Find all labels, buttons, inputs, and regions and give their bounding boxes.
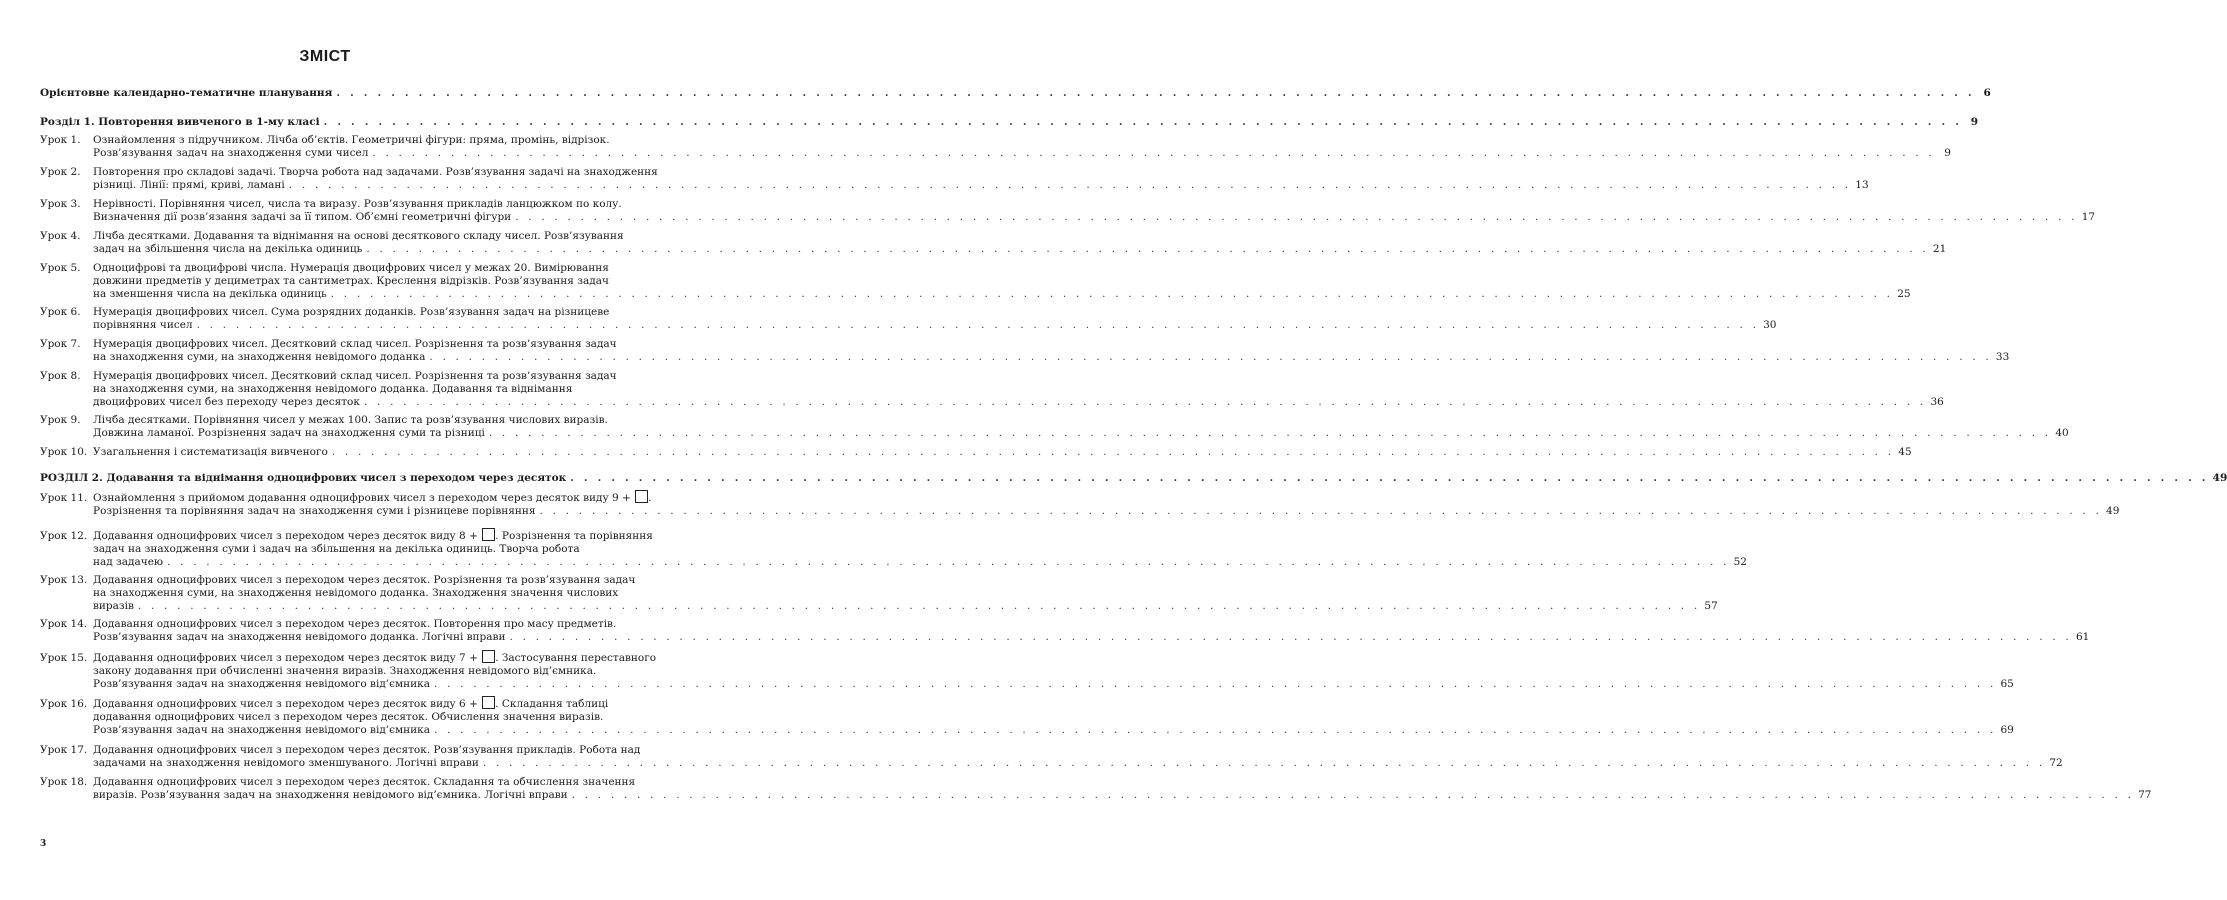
entry-text: Лічба десятками. Додавання та віднімання на основі десяткового складу чисел. Розв’язування <box>93 230 624 242</box>
lesson-label: Урок 4. <box>40 230 81 242</box>
leader-dots: . . . . . . . . . . . . . . . . . . . . . . . . . . . . . . . . . . . . . . . . . . . . . . . . . . . . . . . . . . . . . . . . . . . . . . . . . . . . . . . . . . . . . . . . . . . . . . . . . . . . . . . . . . . . . . . . . . . . . . . . <box>363 396 1927 408</box>
empty-box-icon <box>482 650 495 663</box>
leader-dots: . . . . . . . . . . . . . . . . . . . . . . . . . . . . . . . . . . . . . . . . . . . . . . . . . . . . . . . . . . . . . . . . . . . . . . . . . . . . . . . . . . . . . . . . . . . . . . . . . . . . . . . . . . . . . . . . . . . . . . . . <box>539 505 2103 517</box>
leader-dots: . . . . . . . . . . . . . . . . . . . . . . . . . . . . . . . . . . . . . . . . . . . . . . . . . . . . . . . . . . . . . . . . . . . . . . . . . . . . . . . . . . . . . . . . . . . . . . . . . . . . . . . . . . . . . . . . . . . . . . . . <box>482 757 2046 769</box>
page-ref: 6 <box>1983 87 1991 99</box>
page-ref: 17 <box>2081 211 2096 223</box>
entry-text: Орієнтовне календарно-тематичне планування <box>40 87 333 99</box>
page-ref: 49 <box>2212 472 2227 484</box>
lesson-label: Урок 9. <box>40 414 81 426</box>
page-number: 3 <box>40 839 47 849</box>
entry-text: Додавання одноцифрових чисел з переходом через десяток. Розрізнення та розв’язування задач <box>93 574 636 586</box>
entry-text: Розв’язування задач на знаходження невідомого від’ємника <box>93 724 430 736</box>
entry-text: Додавання одноцифрових чисел з переходом через десяток. Складання та обчислення значення <box>93 776 636 788</box>
lesson-label: Урок 1. <box>40 134 81 146</box>
lesson-label: Урок 5. <box>40 262 81 274</box>
page-ref: 21 <box>1932 243 1947 255</box>
entry-text: закону додавання при обчисленні значення виразів. Знаходження невідомого від’ємника. <box>93 665 597 677</box>
page-ref: 25 <box>1897 288 1911 300</box>
lesson-label: Урок 8. <box>40 370 81 382</box>
entry-text: Нумерація двоцифрових чисел. Десятковий склад чисел. Розрізнення та розв’язування задач <box>93 370 617 382</box>
page-ref: 9 <box>1970 116 1979 128</box>
leader-dots: . . . . . . . . . . . . . . . . . . . . . . . . . . . . . . . . . . . . . . . . . . . . . . . . . . . . . . . . . . . . . . . . . . . . . . . . . . . . . . . . . . . . . . . . . . . . . . . . . . . . . . . . . . . . . . . . . . . . . . . . <box>434 678 1997 690</box>
leader-dots: . . . . . . . . . . . . . . . . . . . . . . . . . . . . . . . . . . . . . . . . . . . . . . . . . . . . . . . . . . . . . . . . . . . . . . . . . . . . . . . . . . . . . . . . . . . . . . . . . . . . . . . . . . . . . . . . . . . . . . . . <box>196 319 1760 331</box>
empty-box-icon <box>482 528 495 541</box>
page-title: ЗМІСТ <box>299 48 351 65</box>
leader-dots: . . . . . . . . . . . . . . . . . . . . . . . . . . . . . . . . . . . . . . . . . . . . . . . . . . . . . . . . . . . . . . . . . . . . . . . . . . . . . . . . . . . . . . . . . . . . . . . . . . . . . . . . . . . . . . . . . . . . . . . . <box>434 724 1997 736</box>
page-ref: 49 <box>2106 505 2120 517</box>
entry-text: Узагальнення і систематизація вивченого <box>93 446 328 458</box>
entry-text: довжини предметів у дециметрах та сантиметрах. Креслення відрізків. Розв’язування задач <box>93 275 609 287</box>
entry-text: двоцифрових чисел без переходу через десяток <box>93 396 360 408</box>
leader-dots: . . . . . . . . . . . . . . . . . . . . . . . . . . . . . . . . . . . . . . . . . . . . . . . . . . . . . . . . . . . . . . . . . . . . . . . . . . . . . . . . . . . . . . . . . . . . . . . . . . . . . . . . . . . . . . . . . . . . . . . . <box>336 87 1975 99</box>
entry-text: Довжина ламаної. Розрізнення задач на знаходження суми та різниці <box>93 427 485 439</box>
entry-text: порівняння чисел <box>93 319 193 331</box>
page-ref: 40 <box>2055 427 2069 439</box>
leader-dots: . . . . . . . . . . . . . . . . . . . . . . . . . . . . . . . . . . . . . . . . . . . . . . . . . . . . . . . . . . . . . . . . . . . . . . . . . . . . . . . . . . . . . . . . . . . . . . . . . . . . . . . . . . . . . . . . . . . . . . . . <box>323 116 1963 128</box>
lesson-label: Урок 6. <box>40 306 81 318</box>
entry-text: РОЗДІЛ 2. Додавання та віднімання одноцифрових чисел з переходом через десяток <box>40 472 567 484</box>
lesson-label: Урок 18. <box>40 776 88 788</box>
entry-text: різниці. Лінії: прямі, криві, ламані <box>93 179 285 191</box>
entry-text: Нумерація двоцифрових чисел. Десятковий склад чисел. Розрізнення та розв’язування задач <box>93 338 617 350</box>
page-ref: 45 <box>1898 446 1912 458</box>
page-ref: 52 <box>1733 556 1747 568</box>
lesson-label: Урок 13. <box>40 574 88 586</box>
page-ref: 36 <box>1930 396 1944 408</box>
entry-text: Нумерація двоцифрових чисел. Сума розрядних доданків. Розв’язування задач на різницеве <box>93 306 610 318</box>
page-ref: 77 <box>2138 789 2152 801</box>
leader-dots: . . . . . . . . . . . . . . . . . . . . . . . . . . . . . . . . . . . . . . . . . . . . . . . . . . . . . . . . . . . . . . . . . . . . . . . . . . . . . . . . . . . . . . . . . . . . . . . . . . . . . . . . . . . . . . . . . . . . . . . . <box>570 472 2209 484</box>
page-ref: 13 <box>1855 179 1869 191</box>
page-ref: 65 <box>2000 678 2014 690</box>
entry-text: Визначення дії розв’язання задачі за її типом. Об’ємні геометричні фігури <box>93 211 512 223</box>
leader-dots: . . . . . . . . . . . . . . . . . . . . . . . . . . . . . . . . . . . . . . . . . . . . . . . . . . . . . . . . . . . . . . . . . . . . . . . . . . . . . . . . . . . . . . . . . . . . . . . . . . . . . . . . . . . . . . . . . . . . . . . . <box>509 631 2072 643</box>
entry-text: Нерівності. Порівняння чисел, числа та виразу. Розв’язування прикладів ланцюжком по колу. <box>93 198 622 210</box>
lesson-label: Урок 14. <box>40 618 88 630</box>
leader-dots: . . . . . . . . . . . . . . . . . . . . . . . . . . . . . . . . . . . . . . . . . . . . . . . . . . . . . . . . . . . . . . . . . . . . . . . . . . . . . . . . . . . . . . . . . . . . . . . . . . . . . . . . . . . . . . . . . . . . . . . . <box>330 288 1894 300</box>
empty-box-icon <box>635 490 648 503</box>
page-ref: 57 <box>1704 600 1718 612</box>
lesson-label: Урок 16. <box>40 698 88 710</box>
empty-box-icon <box>482 696 495 709</box>
entry-text: на зменшення числа на декілька одиниць <box>93 288 327 300</box>
entry-text: задач на збільшення числа на декілька одиниць <box>93 243 363 255</box>
page-ref: 9 <box>1944 147 1951 159</box>
lesson-label: Урок 7. <box>40 338 81 350</box>
page-ref: 30 <box>1763 319 1777 331</box>
entry-text: Розрізнення та порівняння задач на знаходження суми і різницеве порівняння <box>93 505 536 517</box>
entry-text: Розв’язування задач на знаходження невідомого доданка. Логічні вправи <box>93 631 506 643</box>
entry-text: Додавання одноцифрових чисел з переходом через десяток виду 7 + . Застосування переставного <box>93 652 657 664</box>
page-ref: 69 <box>2000 724 2014 736</box>
lesson-label: Урок 12. <box>40 530 88 542</box>
leader-dots: . . . . . . . . . . . . . . . . . . . . . . . . . . . . . . . . . . . . . . . . . . . . . . . . . . . . . . . . . . . . . . . . . . . . . . . . . . . . . . . . . . . . . . . . . . . . . . . . . . . . . . . . . . . . . . . . . . . . . . . . <box>488 427 2052 439</box>
leader-dots: . . . . . . . . . . . . . . . . . . . . . . . . . . . . . . . . . . . . . . . . . . . . . . . . . . . . . . . . . . . . . . . . . . . . . . . . . . . . . . . . . . . . . . . . . . . . . . . . . . . . . . . . . . . . . . . . . . . . . . . . <box>137 600 1701 612</box>
entry-text: виразів <box>93 600 134 612</box>
entry-text: Додавання одноцифрових чисел з переходом через десяток виду 8 + . Розрізнення та порівняння <box>93 530 653 542</box>
entry-text: Додавання одноцифрових чисел з переходом через десяток виду 6 + . Складання таблиці <box>93 698 609 710</box>
entry-text: Додавання одноцифрових чисел з переходом через десяток. Повторення про масу предметів. <box>93 618 617 630</box>
page-ref: 61 <box>2075 631 2090 643</box>
leader-dots: . . . . . . . . . . . . . . . . . . . . . . . . . . . . . . . . . . . . . . . . . . . . . . . . . . . . . . . . . . . . . . . . . . . . . . . . . . . . . . . . . . . . . . . . . . . . . . . . . . . . . . . . . . . . . . . . . . . . . . . . <box>372 147 1935 159</box>
leader-dots: . . . . . . . . . . . . . . . . . . . . . . . . . . . . . . . . . . . . . . . . . . . . . . . . . . . . . . . . . . . . . . . . . . . . . . . . . . . . . . . . . . . . . . . . . . . . . . . . . . . . . . . . . . . . . . . . . . . . . . . . <box>515 211 2078 223</box>
entry-text: задачами на знаходження невідомого зменшуваного. Логічні вправи <box>93 757 479 769</box>
entry-text: задач на знаходження суми і задач на збільшення на декілька одиниць. Творча робота <box>93 543 580 555</box>
entry-text: додавання одноцифрових чисел з переходом через десяток. Обчислення значення виразів. <box>93 711 604 723</box>
leader-dots: . . . . . . . . . . . . . . . . . . . . . . . . . . . . . . . . . . . . . . . . . . . . . . . . . . . . . . . . . . . . . . . . . . . . . . . . . . . . . . . . . . . . . . . . . . . . . . . . . . . . . . . . . . . . . . . . . . . . . . . . <box>331 446 1895 458</box>
entry-text: Розв’язування задач на знаходження суми чисел <box>93 147 369 159</box>
entry-text: Одноцифрові та двоцифрові числа. Нумерація двоцифрових чисел у межах 20. Вимірювання <box>93 262 609 274</box>
entry-text: Лічба десятками. Порівняння чисел у межах 100. Запис та розв’язування числових виразів. <box>93 414 608 426</box>
entry-text: Ознайомлення з прийомом додавання одноцифрових чисел з переходом через десяток виду 9 + . <box>93 492 652 504</box>
page-ref: 72 <box>2049 757 2063 769</box>
leader-dots: . . . . . . . . . . . . . . . . . . . . . . . . . . . . . . . . . . . . . . . . . . . . . . . . . . . . . . . . . . . . . . . . . . . . . . . . . . . . . . . . . . . . . . . . . . . . . . . . . . . . . . . . . . . . . . . . . . . . . . . . <box>571 789 2135 801</box>
entry-text: Додавання одноцифрових чисел з переходом через десяток. Розв’язування прикладів. Робота над <box>93 744 641 756</box>
entry-text: на знаходження суми, на знаходження невідомого доданка. Знаходження значення числових <box>93 587 619 599</box>
leader-dots: . . . . . . . . . . . . . . . . . . . . . . . . . . . . . . . . . . . . . . . . . . . . . . . . . . . . . . . . . . . . . . . . . . . . . . . . . . . . . . . . . . . . . . . . . . . . . . . . . . . . . . . . . . . . . . . . . . . . . . . . <box>167 556 1730 568</box>
entry-text: на знаходження суми, на знаходження невідомого доданка <box>93 351 426 363</box>
lesson-label: Урок 17. <box>40 744 88 756</box>
entry-text: над задачею <box>93 556 164 568</box>
leader-dots: . . . . . . . . . . . . . . . . . . . . . . . . . . . . . . . . . . . . . . . . . . . . . . . . . . . . . . . . . . . . . . . . . . . . . . . . . . . . . . . . . . . . . . . . . . . . . . . . . . . . . . . . . . . . . . . . . . . . . . . . <box>288 179 1852 191</box>
lesson-label: Урок 3. <box>40 198 81 210</box>
leader-dots: . . . . . . . . . . . . . . . . . . . . . . . . . . . . . . . . . . . . . . . . . . . . . . . . . . . . . . . . . . . . . . . . . . . . . . . . . . . . . . . . . . . . . . . . . . . . . . . . . . . . . . . . . . . . . . . . . . . . . . . . <box>366 243 1929 255</box>
entry-text: Розділ 1. Повторення вивченого в 1-му класі <box>40 116 320 128</box>
page-ref: 33 <box>1995 351 2010 363</box>
entry-text: виразів. Розв’язування задач на знаходження невідомого від’ємника. Логічні вправи <box>93 789 568 801</box>
lesson-label: Урок 15. <box>40 652 88 664</box>
lesson-label: Урок 2. <box>40 166 81 178</box>
leader-dots: . . . . . . . . . . . . . . . . . . . . . . . . . . . . . . . . . . . . . . . . . . . . . . . . . . . . . . . . . . . . . . . . . . . . . . . . . . . . . . . . . . . . . . . . . . . . . . . . . . . . . . . . . . . . . . . . . . . . . . . . <box>429 351 1992 363</box>
entry-text: Ознайомлення з підручником. Лічба об’єктів. Геометричні фігури: пряма, промінь, відрізок. <box>93 134 610 146</box>
lesson-label: Урок 10. <box>40 446 88 458</box>
lesson-label: Урок 11. <box>40 492 88 504</box>
entry-text: Розв’язування задач на знаходження невідомого від’ємника <box>93 678 430 690</box>
entry-text: Повторення про складові задачі. Творча робота над задачами. Розв’язування задачі на знаходження <box>93 166 658 178</box>
entry-text: на знаходження суми, на знаходження невідомого доданка. Додавання та віднімання <box>93 383 573 395</box>
